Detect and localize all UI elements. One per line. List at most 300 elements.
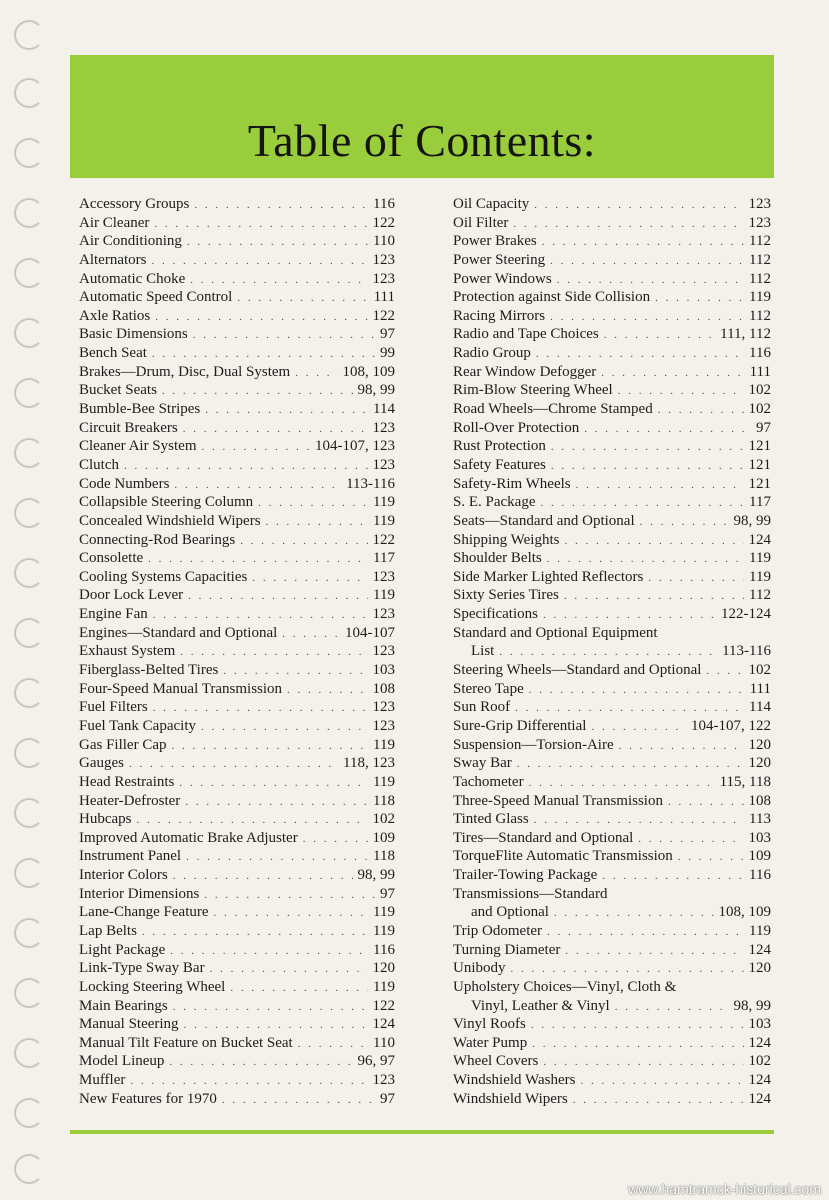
toc-entry: [79, 661, 395, 680]
toc-entry-label: Gas Filler Cap: [79, 736, 167, 753]
dot-leader: [162, 382, 353, 401]
toc-entry: [79, 847, 395, 866]
toc-entry-page: 103: [748, 829, 771, 846]
toc-entry-label: Shoulder Belts: [453, 550, 542, 567]
toc-entry-label: Interior Colors: [79, 867, 168, 884]
toc-entry-page: 117: [749, 494, 771, 511]
toc-entry-label: Exhaust System: [79, 643, 176, 660]
toc-entry: [79, 1015, 395, 1034]
toc-entry: [453, 847, 771, 866]
toc-entry-label: Bench Seat: [79, 345, 147, 362]
toc-entry-page: 122: [372, 531, 395, 548]
dot-leader: [287, 681, 367, 700]
dot-leader: [604, 326, 715, 345]
toc-entry-label: Water Pump: [453, 1034, 528, 1051]
toc-entry-page: 123: [372, 270, 395, 287]
toc-entry-page: 123: [748, 196, 771, 212]
toc-entry-page: 123: [372, 643, 395, 660]
dot-leader: [655, 289, 744, 308]
contents-column-right: [453, 195, 771, 1108]
dot-leader: [551, 457, 744, 476]
toc-entry-label: Lap Belts: [79, 922, 137, 939]
toc-entry-label: Engine Fan: [79, 606, 148, 623]
toc-entry: [79, 903, 395, 922]
toc-entry-page: 113-116: [722, 643, 771, 660]
toc-entry-page: 108, 109: [342, 363, 395, 380]
toc-entry: [453, 736, 771, 755]
toc-entry-label: Protection against Side Collision: [453, 289, 651, 306]
dot-leader: [536, 345, 744, 364]
toc-entry: [79, 624, 395, 643]
toc-entry: [453, 792, 771, 811]
dot-leader: [223, 662, 367, 681]
toc-entry: [453, 456, 771, 475]
dot-leader: [142, 923, 368, 942]
toc-entry-label: Automatic Speed Control: [79, 289, 233, 306]
toc-entry: [79, 605, 395, 624]
dot-leader: [511, 960, 744, 979]
dot-leader: [185, 793, 368, 812]
dot-leader: [550, 308, 744, 327]
toc-entry-page: 109: [748, 848, 771, 865]
binder-hole: [14, 498, 44, 528]
toc-entry-page: 121: [748, 438, 771, 455]
toc-entry-label: Shipping Weights: [453, 531, 560, 548]
toc-entry: [453, 307, 771, 326]
toc-entry: [79, 922, 395, 941]
dot-leader: [640, 513, 729, 532]
dot-leader: [154, 215, 367, 234]
toc-entry: [79, 792, 395, 811]
toc-entry-label: Interior Dimensions: [79, 885, 200, 902]
dot-leader: [205, 401, 368, 420]
toc-entry-page: 120: [748, 755, 771, 772]
toc-entry: [79, 1052, 395, 1071]
binder-hole: [14, 258, 44, 288]
toc-entry-label: Side Marker Lighted Reflectors: [453, 568, 644, 585]
dot-leader: [137, 811, 368, 830]
dot-leader: [547, 923, 744, 942]
toc-entry-page: 112: [749, 251, 771, 268]
dot-leader: [266, 513, 369, 532]
toc-entry-page: 111: [373, 289, 395, 306]
dot-leader: [180, 643, 367, 662]
binder-hole: [14, 438, 44, 468]
toc-entry: [79, 959, 395, 978]
toc-entry-label: Brakes—Drum, Disc, Dual System: [79, 363, 291, 380]
toc-entry: [453, 195, 771, 214]
dot-leader: [534, 811, 744, 830]
toc-entry-page: 123: [372, 251, 395, 268]
toc-entry-page: 103: [748, 1016, 771, 1033]
toc-entry-label: Three-Speed Manual Transmission: [453, 792, 663, 809]
dot-leader: [554, 904, 714, 923]
toc-entry-label: Power Brakes: [453, 233, 537, 250]
toc-entry-page: 117: [373, 550, 395, 567]
toc-entry-label: Muffler: [79, 1072, 126, 1089]
toc-entry: [453, 978, 771, 997]
toc-entry: [453, 270, 771, 289]
toc-entry: [79, 810, 395, 829]
toc-entry-label: Standard and Optional Equipment: [453, 624, 658, 641]
dot-leader: [543, 1053, 743, 1072]
toc-entry: [453, 773, 771, 792]
dot-leader: [129, 755, 338, 774]
toc-entry: [453, 754, 771, 773]
toc-entry-label: Connecting-Rod Bearings: [79, 531, 236, 548]
toc-entry: [79, 754, 395, 773]
toc-entry: [453, 829, 771, 848]
toc-entry-label: Power Steering: [453, 251, 546, 268]
toc-entry-label: Main Bearings: [79, 997, 168, 1014]
toc-entry-page: 110: [373, 1034, 395, 1051]
toc-entry-label: Alternators: [79, 251, 147, 268]
toc-entry: [79, 344, 395, 363]
toc-entry-page: 118: [373, 792, 395, 809]
dot-leader: [230, 979, 368, 998]
toc-entry-page: 112: [749, 587, 771, 604]
toc-entry: [453, 512, 771, 531]
dot-leader: [564, 587, 744, 606]
dot-leader: [576, 476, 744, 495]
dot-leader: [658, 401, 744, 420]
dot-leader: [564, 532, 743, 551]
toc-entry-page: 116: [373, 941, 395, 958]
toc-entry-label: Vinyl, Leather & Vinyl: [471, 997, 610, 1014]
dot-leader: [584, 420, 751, 439]
toc-entry: [453, 624, 771, 643]
dot-leader: [573, 1091, 744, 1110]
toc-entry-page: 102: [748, 1053, 771, 1070]
dot-leader: [179, 774, 368, 793]
dot-leader: [303, 830, 368, 849]
toc-entry-label: List: [471, 643, 495, 660]
toc-entry: [79, 680, 395, 699]
dot-leader: [173, 867, 353, 886]
toc-entry: [453, 922, 771, 941]
toc-entry: [79, 1090, 395, 1109]
toc-entry-page: 124: [748, 1034, 771, 1051]
toc-entry-page: 119: [373, 922, 395, 939]
toc-entry: [453, 866, 771, 885]
toc-entry-label: Seats—Standard and Optional: [453, 512, 635, 529]
toc-entry-page: 119: [373, 736, 395, 753]
toc-entry-label: Sixty Series Tires: [453, 587, 559, 604]
dot-leader: [237, 289, 368, 308]
toc-entry-page: 98, 99: [357, 867, 395, 884]
dot-leader: [580, 1072, 743, 1091]
toc-entry: [79, 549, 395, 568]
dot-leader: [188, 587, 368, 606]
toc-entry-label: Sway Bar: [453, 755, 512, 772]
toc-entry-page: 111, 112: [720, 326, 771, 343]
toc-entry-page: 121: [748, 456, 771, 473]
toc-entry-label: New Features for 1970: [79, 1090, 217, 1107]
toc-entry-page: 123: [372, 699, 395, 716]
dot-leader: [214, 904, 369, 923]
dot-leader: [210, 960, 368, 979]
toc-entry-label: Air Conditioning: [79, 233, 182, 250]
toc-entry-label: Sure-Grip Differential: [453, 717, 587, 734]
toc-entry: [453, 903, 771, 922]
bottom-rule: [70, 1130, 774, 1134]
toc-entry: [79, 381, 395, 400]
contents-column-left: [79, 195, 395, 1108]
dot-leader: [295, 364, 337, 383]
toc-entry-page: 104-107: [345, 624, 395, 641]
toc-entry: [79, 288, 395, 307]
toc-entry-label: Automatic Choke: [79, 270, 186, 287]
dot-leader: [557, 271, 744, 290]
toc-entry-label: Clutch: [79, 456, 119, 473]
toc-entry-page: 111: [749, 680, 771, 697]
dot-leader: [184, 1016, 368, 1035]
toc-entry: [79, 642, 395, 661]
dot-leader: [601, 364, 744, 383]
dot-leader: [153, 606, 368, 625]
toc-entry: [79, 214, 395, 233]
toc-entry-label: TorqueFlite Automatic Transmission: [453, 848, 673, 865]
toc-entry-label: Steering Wheels—Standard and Optional: [453, 662, 702, 679]
watermark: www.hamtramck-historical.com: [628, 1181, 821, 1197]
toc-entry: [79, 437, 395, 456]
toc-entry-label: Rear Window Defogger: [453, 363, 597, 380]
toc-entry-label: Locking Steering Wheel: [79, 978, 226, 995]
toc-entry: [79, 195, 395, 214]
toc-entry-label: Cleaner Air System: [79, 438, 197, 455]
toc-entry-label: Manual Steering: [79, 1016, 179, 1033]
toc-entry-page: 116: [749, 867, 771, 884]
toc-entry: [79, 493, 395, 512]
toc-entry-page: 123: [372, 419, 395, 436]
binder-hole: [14, 738, 44, 768]
toc-entry: [453, 288, 771, 307]
dot-leader: [173, 998, 368, 1017]
toc-entry-page: 119: [373, 978, 395, 995]
toc-entry-label: Oil Filter: [453, 214, 509, 231]
toc-entry-label: Power Windows: [453, 270, 552, 287]
toc-entry: [79, 270, 395, 289]
dot-leader: [252, 569, 367, 588]
binder-hole: [14, 858, 44, 888]
dot-leader: [678, 848, 744, 867]
toc-entry: [453, 568, 771, 587]
toc-entry-label: Heater-Defroster: [79, 792, 181, 809]
toc-entry: [79, 866, 395, 885]
toc-entry-page: 119: [373, 494, 395, 511]
toc-entry-label: Engines—Standard and Optional: [79, 624, 278, 641]
toc-entry-label: Axle Ratios: [79, 307, 151, 324]
dot-leader: [565, 942, 743, 961]
toc-entry: [453, 437, 771, 456]
toc-entry-page: 116: [749, 345, 771, 362]
toc-entry-label: Suspension—Torsion-Aire: [453, 736, 614, 753]
toc-entry-label: Four-Speed Manual Transmission: [79, 680, 283, 697]
toc-entry: [453, 493, 771, 512]
toc-entry-page: 119: [373, 587, 395, 604]
dot-leader: [550, 252, 744, 271]
toc-entry-page: 113-116: [346, 475, 395, 492]
toc-entry-page: 111: [749, 363, 771, 380]
binder-hole: [14, 78, 44, 108]
toc-entry-label: Windshield Washers: [453, 1072, 576, 1089]
toc-entry: [79, 363, 395, 382]
toc-entry: [453, 363, 771, 382]
toc-entry: [453, 997, 771, 1016]
toc-entry-page: 108: [372, 680, 395, 697]
binder-hole: [14, 918, 44, 948]
toc-entry-label: Specifications: [453, 606, 538, 623]
toc-entry-page: 97: [756, 419, 771, 436]
toc-entry: [453, 400, 771, 419]
toc-entry-label: and Optional: [471, 904, 549, 921]
toc-entry-page: 124: [748, 531, 771, 548]
toc-entry-page: 120: [372, 960, 395, 977]
dot-leader: [124, 457, 368, 476]
toc-entry: [453, 549, 771, 568]
toc-entry: [79, 307, 395, 326]
binder-hole: [14, 318, 44, 348]
toc-entry-page: 124: [748, 941, 771, 958]
binder-hole: [14, 558, 44, 588]
dot-leader: [183, 420, 368, 439]
binder-hole: [14, 798, 44, 828]
toc-entry-page: 118: [373, 848, 395, 865]
toc-entry: [453, 642, 771, 661]
toc-entry-page: 116: [373, 196, 395, 212]
toc-entry-page: 98, 99: [357, 382, 395, 399]
toc-entry-page: 114: [373, 401, 395, 418]
toc-entry-label: Unibody: [453, 960, 506, 977]
toc-entry-label: Door Lock Lever: [79, 587, 184, 604]
toc-entry-label: Upholstery Choices—Vinyl, Cloth &: [453, 978, 677, 995]
toc-entry: [79, 829, 395, 848]
toc-entry-page: 98, 99: [733, 512, 771, 529]
dot-leader: [194, 196, 368, 215]
toc-entry-label: Collapsible Steering Column: [79, 494, 254, 511]
toc-entry-label: Instrument Panel: [79, 848, 182, 865]
toc-entry-label: Head Restraints: [79, 773, 175, 790]
dot-leader: [706, 662, 743, 681]
toc-entry: [453, 325, 771, 344]
toc-entry-label: Hubcaps: [79, 811, 132, 828]
toc-entry-label: Cooling Systems Capacities: [79, 568, 248, 585]
toc-entry-page: 108, 109: [718, 904, 771, 921]
dot-leader: [547, 550, 744, 569]
toc-entry: [79, 325, 395, 344]
dot-leader: [190, 271, 367, 290]
toc-entry: [453, 941, 771, 960]
toc-entry: [453, 586, 771, 605]
binder-hole: [14, 678, 44, 708]
toc-entry: [453, 251, 771, 270]
toc-entry-page: 119: [749, 922, 771, 939]
toc-entry-label: Lane-Change Feature: [79, 904, 209, 921]
dot-leader: [543, 606, 716, 625]
toc-entry-label: Consolette: [79, 550, 144, 567]
dot-leader: [151, 252, 367, 271]
toc-entry-page: 121: [748, 475, 771, 492]
toc-entry: [79, 1071, 395, 1090]
binder-hole: [14, 978, 44, 1008]
toc-entry: [79, 773, 395, 792]
toc-entry-label: Bucket Seats: [79, 382, 157, 399]
toc-entry-label: Racing Mirrors: [453, 307, 546, 324]
toc-entry-label: Trailer-Towing Package: [453, 867, 598, 884]
toc-entry-label: Basic Dimensions: [79, 326, 188, 343]
dot-leader: [517, 755, 744, 774]
toc-entry-page: 104-107, 122: [691, 717, 771, 734]
toc-entry-page: 122: [372, 997, 395, 1014]
dot-leader: [540, 494, 744, 513]
toc-entry-label: Fiberglass-Belted Tires: [79, 662, 219, 679]
binder-hole: [14, 20, 44, 50]
toc-entry-page: 102: [372, 811, 395, 828]
toc-entry-page: 108: [748, 792, 771, 809]
dot-leader: [169, 1053, 352, 1072]
dot-leader: [513, 215, 743, 234]
toc-entry-page: 120: [748, 736, 771, 753]
toc-entry-label: Trip Odometer: [453, 922, 543, 939]
toc-entry-label: Turning Diameter: [453, 941, 561, 958]
toc-entry-label: Tachometer: [453, 773, 524, 790]
toc-entry-page: 115, 118: [719, 773, 771, 790]
dot-leader: [204, 886, 375, 905]
dot-leader: [240, 532, 367, 551]
toc-entry-label: Wheel Covers: [453, 1053, 539, 1070]
dot-leader: [668, 793, 744, 812]
dot-leader: [551, 438, 744, 457]
toc-entry-page: 109: [372, 829, 395, 846]
toc-entry-label: Radio Group: [453, 345, 531, 362]
toc-entry-page: 119: [373, 773, 395, 790]
binder-hole: [14, 1154, 44, 1184]
toc-entry: [79, 586, 395, 605]
toc-entry-label: Safety Features: [453, 456, 546, 473]
toc-entry-page: 123: [748, 214, 771, 231]
dot-leader: [638, 830, 743, 849]
binder-hole: [14, 618, 44, 648]
toc-entry: [79, 736, 395, 755]
dot-leader: [602, 867, 744, 886]
dot-leader: [531, 1016, 744, 1035]
toc-entry: [453, 810, 771, 829]
binder-hole: [14, 1098, 44, 1128]
toc-entry: [453, 419, 771, 438]
dot-leader: [193, 326, 375, 345]
toc-entry: [453, 680, 771, 699]
dot-leader: [153, 699, 368, 718]
toc-entry-page: 122: [372, 307, 395, 324]
toc-entry-label: Oil Capacity: [453, 196, 530, 212]
binder-hole: [14, 1038, 44, 1068]
dot-leader: [542, 233, 744, 252]
toc-entry-page: 123: [372, 1072, 395, 1089]
toc-entry-page: 97: [380, 1090, 395, 1107]
toc-entry: [453, 381, 771, 400]
toc-entry-label: Fuel Filters: [79, 699, 148, 716]
dot-leader: [298, 1035, 368, 1054]
toc-entry-label: Link-Type Sway Bar: [79, 960, 205, 977]
dot-leader: [615, 998, 729, 1017]
toc-entry: [79, 717, 395, 736]
toc-entry-label: Manual Tilt Feature on Bucket Seat: [79, 1034, 293, 1051]
toc-entry-page: 120: [748, 960, 771, 977]
toc-entry-page: 123: [372, 568, 395, 585]
toc-entry-page: 114: [749, 699, 771, 716]
toc-entry: [453, 698, 771, 717]
toc-entry-label: Light Package: [79, 941, 166, 958]
